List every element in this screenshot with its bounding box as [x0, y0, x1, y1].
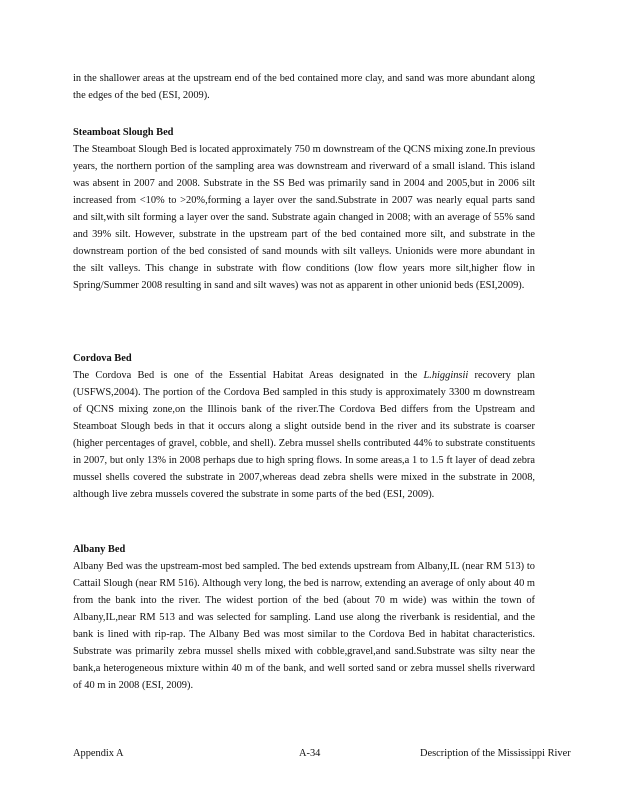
section-cordova-bed — [73, 350, 535, 503]
section-body: Albany Bed was the upstream-most bed sampled. The bed extends upstream from Albany,IL (near RM 513) to Cattail Slough (near RM 516). Although very long, the bed is narrow, extending an average of only about 40 m from the bank into the river. The widest portion of the bed (about 70 m wide) was within the town of Albany,IL,near RM 513 and was selected for sampling. Land use along the riverbank is residential, and the bank is lined with rip-rap. The Albany Bed was most similar to the Cordova Bed in habitat characteristics. Substrate was primarily zebra mussel shells mixed with cobble,gravel,and sand.Substrate was silty near the bank,a heterogeneous mixture within 40 m of the bank, and well sorted sand or zebra mussel shells riverward of 40 m in 2008 (ESI, 2009). — [73, 561, 535, 691]
body-text-before: The Cordova Bed is one of the Essential Habitat Areas designated in the — [73, 370, 424, 381]
species-name: L.higginsii — [423, 370, 469, 381]
section-albany-bed — [73, 541, 535, 694]
section-heading: Albany Bed — [73, 544, 126, 555]
footer-appendix-label: Appendix A — [73, 748, 124, 759]
section-heading: Cordova Bed — [73, 353, 132, 364]
footer-page-number: A-34 — [299, 748, 321, 759]
intro-text: in the shallower areas at the upstream end of the bed contained more clay, and sand was more abundant along the edges of the bed (ESI, 2009). — [73, 73, 535, 101]
section-body — [73, 367, 535, 503]
intro-paragraph — [73, 70, 535, 104]
section-steamboat-slough-bed — [73, 124, 535, 294]
body-text-after: recovery plan (USFWS,2004). The portion of the Cordova Bed sampled in this study is approximately 3300 m downstream of QCNS mixing zone,on the Illinois bank of the river.The Cordova Bed differs from the Upstream and Steamboat Slough beds in that it occurs along a slight outside bend in the river and its substrate is coarser (higher percentages of gravel, cobble, and shell). Zebra mussel shells contributed 44% to substrate constituents in 2007, but only 13% in 2008 perhaps due to high spring flows. In some areas,a 1 to 1.5 ft layer of dead zebra mussel shells covered the substrate in 2007,whereas dead zebra shells were mixed in the substrate in 2008, although live zebra mussels covered the substrate in some parts of the bed (ESI, 2009). — [73, 370, 535, 500]
footer-description: Description of the Mississippi River — [420, 748, 571, 759]
section-body: The Steamboat Slough Bed is located approximately 750 m downstream of the QCNS mixing zone.In previous years, the northern portion of the sampling area was downstream and riverward of a small island. This island was absent in 2007 and 2008. Substrate in the SS Bed was primarily sand in 2004 and 2005,but in 2006 silt increased from <10% to >20%,forming a layer over the sand.Substrate in 2007 was nearly equal parts sand and silt,with silt forming a layer over the sand. Substrate again changed in 2008; with an average of 55% sand and 39% silt. However, substrate in the upstream part of the bed contained more silt, and substrate in the downstream portion of the bed consisted of sand mounds with silt valleys. Unionids were more abundant in the silt valleys. This change in substrate with flow conditions (low flow years more silt,higher flow in Spring/Summer 2008 resulting in sand and silt waves) was not as apparent in other unionid beds (ESI,2009). — [73, 144, 535, 291]
section-heading: Steamboat Slough Bed — [73, 127, 174, 138]
